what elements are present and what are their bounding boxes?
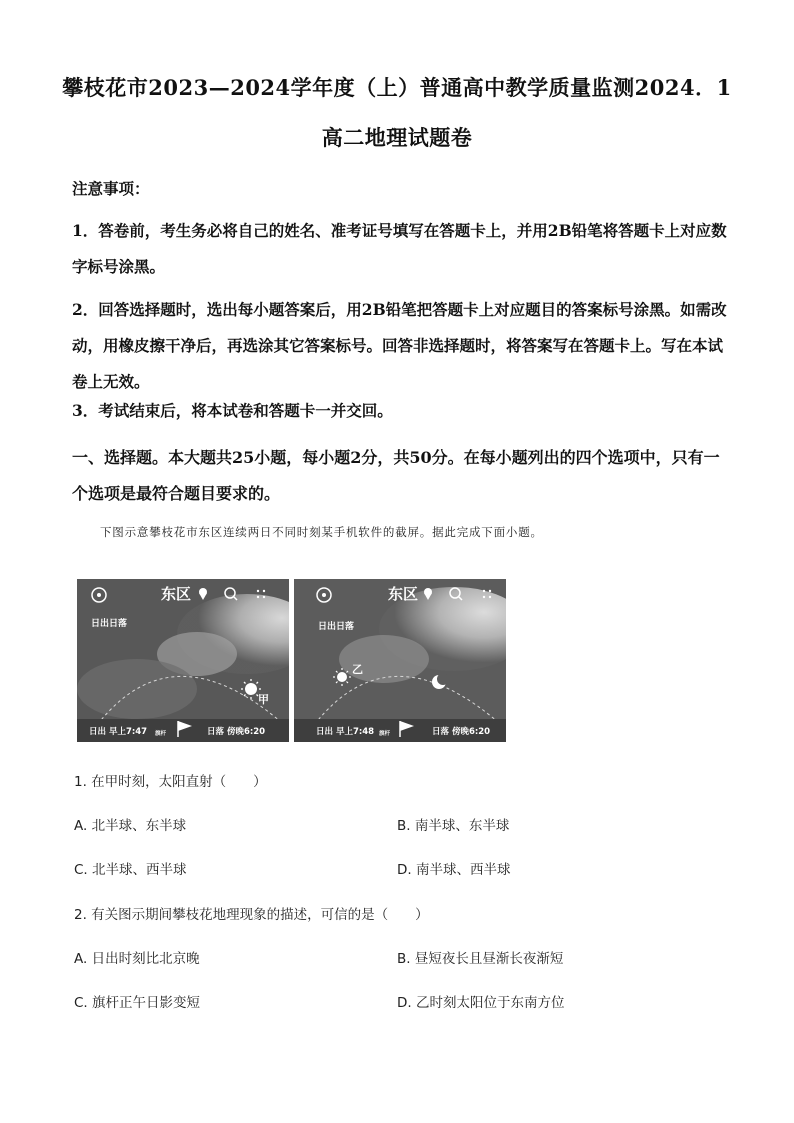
sunrise-sunset-caption: 日出日落 <box>318 622 355 632</box>
figure-intro: 下图示意攀枝花市东区连续两日不同时刻某手机软件的截屏。据此完成下面小题。 <box>100 525 543 539</box>
app-screenshot-2 <box>294 579 506 742</box>
sunset-time: 日落 傍晚6:20 <box>207 727 266 737</box>
app-screenshot-1 <box>77 579 289 742</box>
marker-yi: 乙 <box>352 663 363 676</box>
sunrise-time: 日出 早上7:47 <box>89 727 148 737</box>
sunset-time: 日落 傍晚6:20 <box>432 727 491 737</box>
question-1-option-a: A. 北半球、东半球 <box>74 818 187 834</box>
question-1-option-d: D. 南半球、西半球 <box>397 862 511 878</box>
notice-heading: 注意事项： <box>72 179 150 198</box>
question-1-option-c: C. 北半球、西半球 <box>74 862 187 878</box>
question-2-option-d: D. 乙时刻太阳位于东南方位 <box>397 995 565 1011</box>
sunrise-time: 日出 早上7:48 <box>316 727 375 737</box>
question-2-option-c: C. 旗杆正午日影变短 <box>74 995 201 1011</box>
exam-title-line2: 高二地理试题卷 <box>321 125 473 150</box>
notice-item-3: 3．考试结束后，将本试卷和答题卡一并交回。 <box>72 401 393 420</box>
location-label: 东区 <box>388 585 419 603</box>
flagpole-label: 旗杆 <box>379 731 391 737</box>
sunrise-sunset-caption: 日出日落 <box>91 619 128 629</box>
question-2-stem: 2. 有关图示期间攀枝花地理现象的描述，可信的是（ ） <box>74 907 429 923</box>
exam-title-line1: 攀枝花市2023—2024学年度（上）普通高中教学质量监测2024．1 <box>62 75 732 100</box>
notice-item-1: 1．答卷前，考生务必将自己的姓名、准考证号填写在答题卡上，并用2B铅笔将答题卡上对应数字标号涂黑。 <box>72 221 727 276</box>
question-1-option-b: B. 南半球、东半球 <box>397 818 510 834</box>
notice-item-2: 2．回答选择题时，选出每小题答案后，用2B铅笔把答题卡上对应题目的答案标号涂黑。如需改动，用橡皮擦干净后，再选涂其它答案标号。回答非选择题时，将答案写在答题卡上。写在本试卷上无效。 <box>72 300 727 391</box>
location-label: 东区 <box>161 585 192 603</box>
question-2-option-b: B. 昼短夜长且昼渐长夜渐短 <box>397 951 564 967</box>
question-2-option-a: A. 日出时刻比北京晚 <box>74 951 200 967</box>
marker-jia: 甲 <box>258 693 269 706</box>
flagpole-label: 旗杆 <box>155 731 167 737</box>
section-heading: 一、选择题。本大题共25小题，每小题2分，共50分。在每小题列出的四个选项中，只有一个选项是最符合题目要求的。 <box>72 448 720 503</box>
question-1-stem: 1. 在甲时刻，太阳直射（ ） <box>74 774 267 790</box>
